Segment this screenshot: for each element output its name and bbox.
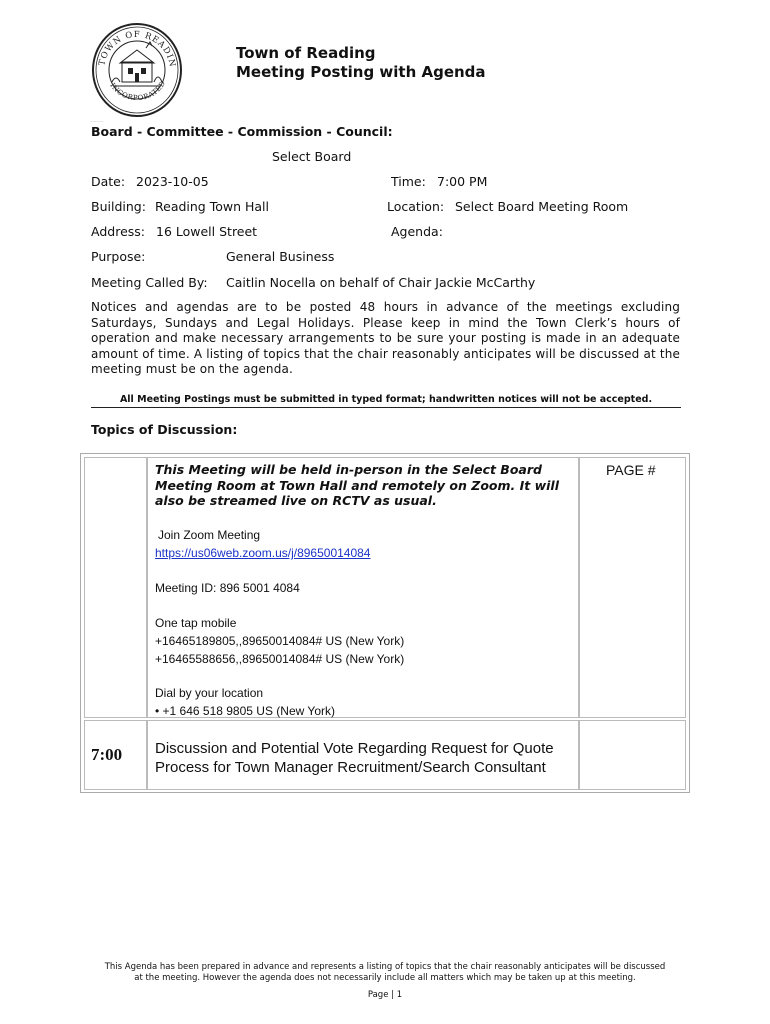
board-heading: Board - Committee - Commission - Council: <box>91 124 393 139</box>
purpose-value: General Business <box>226 249 335 264</box>
svg-text:TOWN OF READING: TOWN OF READIN <box>97 29 178 69</box>
date-label: Date: <box>91 174 126 189</box>
agenda-label: Agenda: <box>391 224 443 239</box>
building-value: Reading Town Hall <box>155 199 269 214</box>
item-cell <box>147 720 579 790</box>
called-by-value: Caitlin Nocella on behalf of Chair Jackie McCarthy <box>226 275 536 290</box>
page-number-header: PAGE # <box>606 462 656 478</box>
zoom-meeting-link[interactable]: https://us06web.zoom.us/j/89650014084 <box>155 546 371 560</box>
dial-number-1: • +1 646 518 9805 US (New York) <box>155 704 335 718</box>
intro-text: This Meeting will be held in-person in the Select Board Meeting Room at Town Hall and remotely on Zoom. It will also be streamed live on RCTV as usual. <box>155 462 559 508</box>
time-value: 7:00 PM <box>437 174 488 189</box>
time-cell-empty <box>84 457 147 718</box>
building-label: Building: <box>91 199 146 214</box>
meeting-id: Meeting ID: 896 5001 4084 <box>155 581 300 595</box>
join-zoom-label: Join Zoom Meeting <box>158 528 261 542</box>
posting-notice: Notices and agendas are to be posted 48 hours in advance of the meetings excluding Saturdays, Sundays and Legal Holidays. Please keep in mind the Town Clerk’s hours of operation and make necessary arrangements to be sure your posting is made in an adequate amount of time. A listing of topics that the chair reasonably anticipates will be discussed at the meeting must be on the agenda. <box>91 300 680 376</box>
location-label: Location: <box>387 199 445 214</box>
one-tap-number-2: +16465588656,,89650014084# US (New York) <box>155 652 405 666</box>
item-page-cell <box>579 720 686 790</box>
item-time: 7:00 <box>91 745 123 764</box>
svg-text:INCORPORATED: INCORPORATED <box>108 79 168 103</box>
agenda-item-text: Discussion and Potential Vote Regarding Request for Quote Process for Town Manager Recruitment/Search Consultant <box>155 740 554 776</box>
purpose-label: Purpose: <box>91 249 146 264</box>
date-value: 2023-10-05 <box>136 174 209 189</box>
page-number-cell <box>579 457 686 718</box>
footer-disclaimer: This Agenda has been prepared in advance and represents a listing of topics that the chair reasonably anticipates will be discussed at the meeting. However the agenda does not necessarily include all matters which may be taken up at this meeting. <box>104 962 666 983</box>
location-value: Select Board Meeting Room <box>455 199 629 214</box>
dial-location-label: Dial by your location <box>155 686 264 700</box>
page-number: Page | 1 <box>367 990 403 1000</box>
address-label: Address: <box>91 224 145 239</box>
typed-format-notice: All Meeting Postings must be submitted in typed format; handwritten notices will not be accepted. <box>91 394 681 408</box>
intro-cell <box>147 457 579 718</box>
board-name: Select Board <box>272 149 352 164</box>
one-tap-label: One tap mobile <box>155 616 237 630</box>
seal-caption: _________ <box>90 118 104 122</box>
title-line-2: Meeting Posting with Agenda <box>236 63 486 81</box>
page-title <box>236 44 486 82</box>
town-seal-logo <box>90 20 184 118</box>
item-time-cell <box>84 720 147 790</box>
title-line-1: Town of Reading <box>236 44 376 62</box>
address-value: 16 Lowell Street <box>156 224 258 239</box>
topics-heading: Topics of Discussion: <box>91 422 238 437</box>
time-label: Time: <box>391 174 426 189</box>
one-tap-number-1: +16465189805,,89650014084# US (New York) <box>155 634 405 648</box>
called-by-label: Meeting Called By: <box>91 275 208 290</box>
agenda-table <box>80 453 690 793</box>
